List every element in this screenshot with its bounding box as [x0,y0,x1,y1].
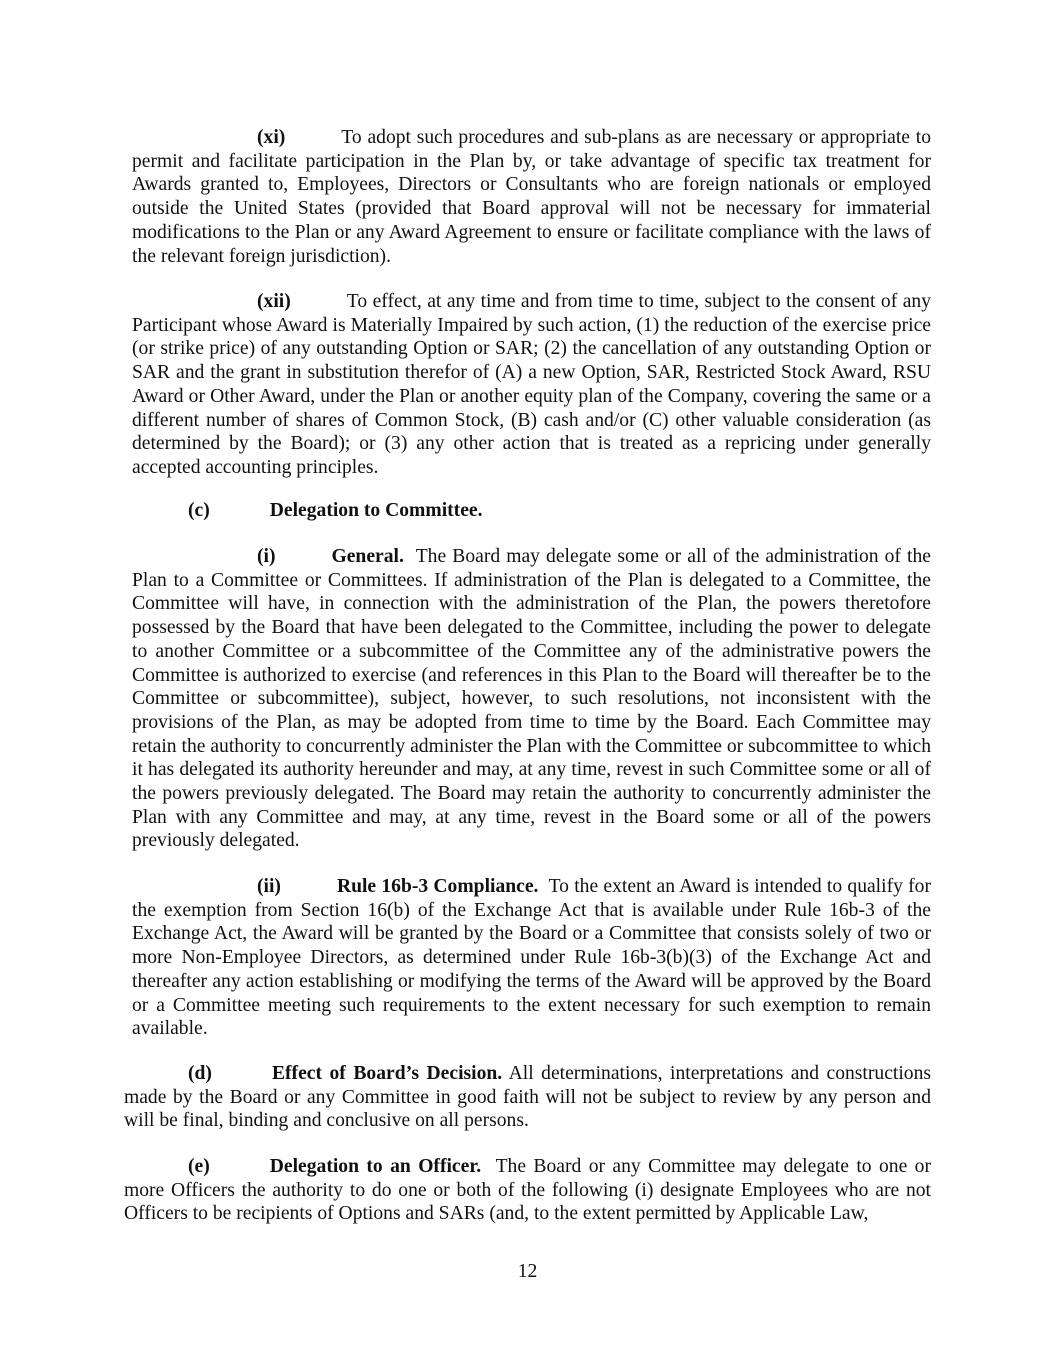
page-number: 12 [517,1261,538,1282]
paragraph-label: (e) [188,1156,210,1177]
paragraph-label: (xii) [257,291,291,312]
paragraph-title: General. [331,546,404,567]
paragraph-xii [132,290,931,480]
paragraph-label: (ii) [257,876,281,897]
paragraph-d [124,1062,931,1133]
section-label: (c) [188,500,210,521]
paragraph-xi [132,126,931,268]
paragraph-label: (xi) [257,127,286,148]
paragraph-text: All determinations, interpretations and constructions made by the Board or any Committee in good faith will not be subject to review by any person and will be final, binding and conclusive on all persons. [124,1063,931,1132]
paragraph-title: Effect of Board’s Decision. [271,1063,503,1084]
paragraph-e [124,1155,931,1226]
section-title: Delegation to Committee. [269,500,483,521]
paragraph-label: (i) [257,546,276,567]
section-heading-c [188,499,483,523]
paragraph-text: To the extent an Award is intended to qualify for the exemption from Section 16(b) of the Exchange Act that is available under Rule 16b-3 of the Exchange Act, the Award will be granted by the Board or a Committee that consists solely of two or more Non-Employee Directors, as determined under Rule 16b-3(b)(3) of the Exchange Act and thereafter any action establishing or modifying the terms of the Award will be approved by the Board or a Committee meeting such requirements to the extent necessary for such exemption to remain available. [132,876,931,1040]
paragraph-title: Rule 16b-3 Compliance. [336,876,539,897]
paragraph-c-i [132,545,931,853]
paragraph-c-ii [132,875,931,1041]
paragraph-label: (d) [188,1063,212,1084]
paragraph-text: The Board or any Committee may delegate to one or more Officers the authority to do one or both of the following (i) designate Employees who are not Officers to be recipients of Options and SARs (and, to the extent permitted by Applicable Law, [124,1156,931,1225]
paragraph-text: The Board may delegate some or all of the administration of the Plan to a Committee or Committees. If administration of the Plan is delegated to a Committee, the Committee will have, in connection with the administration of the Plan, the powers theretofore possessed by the Board that have been delegated to the Committee, including the power to delegate to another Committee or a subcommittee of the Committee any of the administrative powers the Committee is authorized to exercise (and references in this Plan to the Board will thereafter be to the Committee or subcommittee), subject, however, to such resolutions, not inconsistent with the provisions of the Plan, as may be adopted from time to time by the Board. Each Committee may retain the authority to concurrently administer the Plan with the Committee or subcommittee to which it has delegated its authority hereunder and may, at any time, revest in such Committee some or all of the powers previously delegated. The Board may retain the authority to concurrently administer the Plan with any Committee and may, at any time, revest in the Board some or all of the powers previously delegated. [132,546,931,852]
paragraph-title: Delegation to an Officer. [269,1156,482,1177]
paragraph-text: To adopt such procedures and sub-plans as are necessary or appropriate to permit and facilitate participation in the Plan by, or take advantage of specific tax treatment for Awards granted to, Employees, Directors or Consultants who are foreign nationals or employed outside the United States (provided that Board approval will not be necessary for immaterial modifications to the Plan or any Award Agreement to ensure or facilitate compliance with the laws of the relevant foreign jurisdiction). [132,127,931,267]
paragraph-text: To effect, at any time and from time to time, subject to the consent of any Participant whose Award is Materially Impaired by such action, (1) the reduction of the exercise price (or strike price) of any outstanding Option or SAR; (2) the cancellation of any outstanding Option or SAR and the grant in substitution therefor of (A) a new Option, SAR, Restricted Stock Award, RSU Award or Other Award, under the Plan or another equity plan of the Company, covering the same or a different number of shares of Common Stock, (B) cash and/or (C) other valuable consideration (as determined by the Board); or (3) any other action that is treated as a repricing under generally accepted accounting principles. [132,291,931,478]
